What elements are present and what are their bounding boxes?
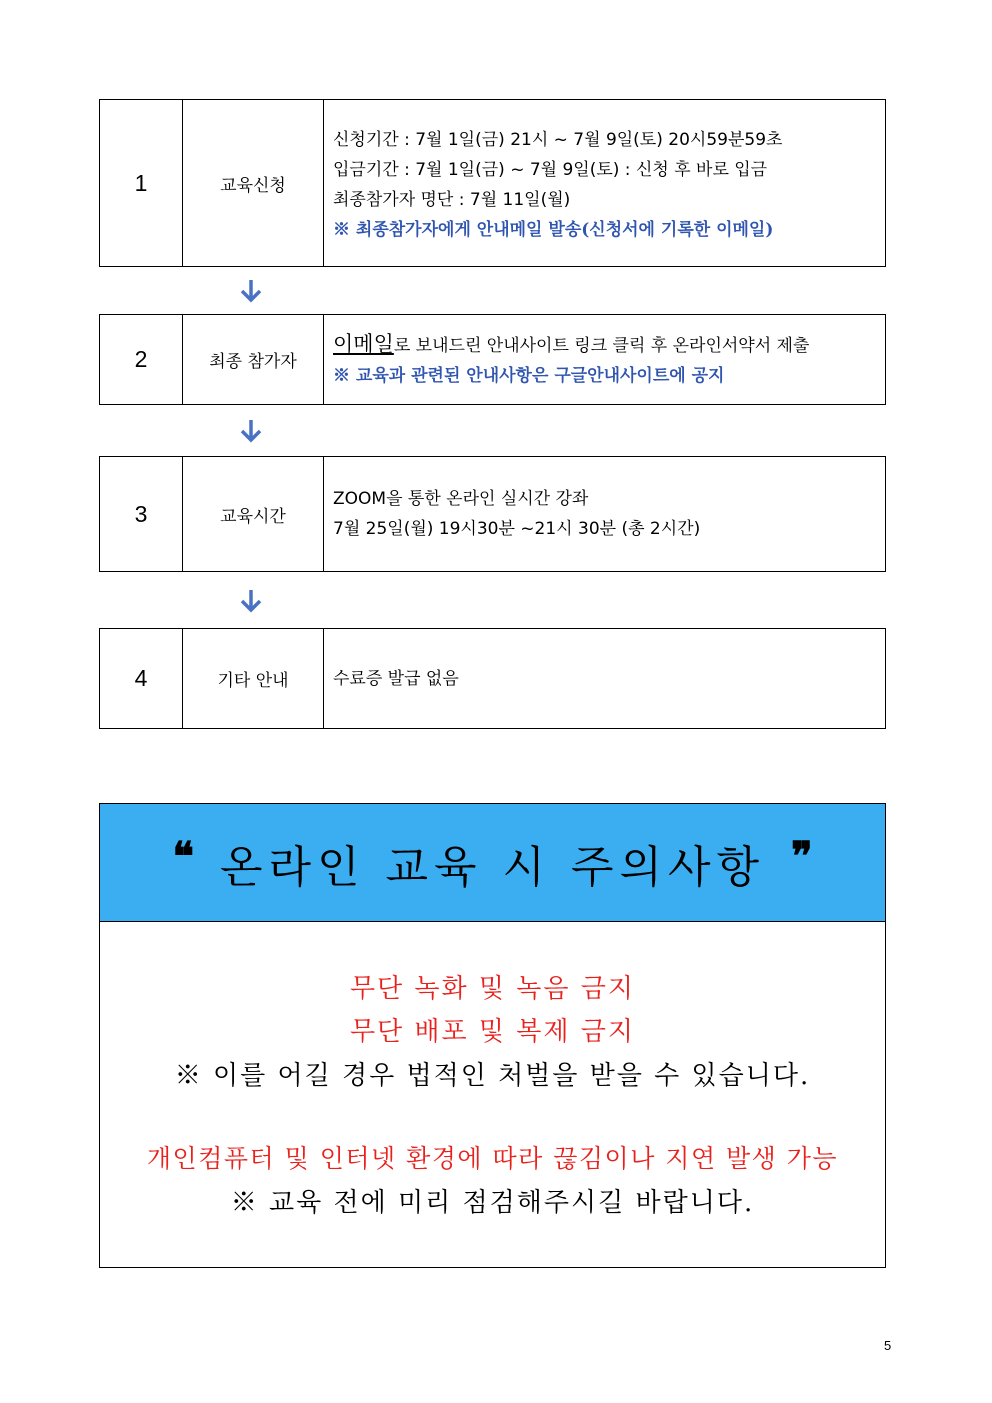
step-number: 4	[100, 629, 183, 728]
step-content	[324, 100, 885, 266]
step-label: 최종 참가자	[183, 315, 324, 404]
notice-warning: ※ 이를 어길 경우 법적인 처벌을 받을 수 있습니다.	[174, 1061, 811, 1091]
notice-title: 온라인 교육 시 주의사항	[220, 841, 765, 893]
notice-box	[99, 803, 886, 1268]
step-line: 7월 25일(월) 19시30분 ~21시 30분 (총 2시간)	[333, 519, 701, 539]
notice-warning: ※ 교육 전에 미리 점검해주시길 바랍니다.	[230, 1188, 755, 1218]
step-label: 기타 안내	[183, 629, 324, 728]
step-label: 교육시간	[183, 457, 324, 571]
step-line-rest: 로 보내드린 안내사이트 링크 클릭 후 온라인서약서 제출	[393, 335, 810, 356]
step-label: 교육신청	[183, 100, 324, 266]
step-note: ※ 최종참가자에게 안내메일 발송(신청서에 기록한 이메일)	[333, 220, 774, 240]
step-number: 1	[100, 100, 183, 266]
step-line: 신청기간 : 7월 1일(금) 21시 ~ 7월 9일(토) 20시59분59초	[333, 130, 783, 150]
step-number: 2	[100, 315, 183, 404]
page-number: 5	[884, 1338, 892, 1353]
step-2-row	[99, 314, 886, 405]
step-number: 3	[100, 457, 183, 571]
arrow-down-icon	[238, 418, 264, 444]
step-line: 최종참가자 명단 : 7월 11일(월)	[333, 190, 571, 210]
notice-red-line: 무단 배포 및 복제 금지	[349, 1017, 636, 1047]
step-3-row	[99, 456, 886, 572]
open-quote-icon: ❝	[172, 833, 194, 880]
step-note: ※ 교육과 관련된 안내사항은 구글안내사이트에 공지	[333, 365, 725, 386]
notice-header	[100, 804, 885, 922]
step-content	[324, 457, 885, 571]
notice-red-line: 개인컴퓨터 및 인터넷 환경에 따라 끊김이나 지연 발생 가능	[146, 1144, 839, 1173]
step-1-row	[99, 99, 886, 267]
arrow-down-icon	[238, 588, 264, 614]
step-content	[324, 315, 885, 404]
close-quote-icon: ❞	[791, 833, 813, 880]
step-line	[333, 329, 885, 361]
notice-red-line: 무단 녹화 및 녹음 금지	[349, 974, 636, 1004]
step-line: 수료증 발급 없음	[333, 668, 459, 689]
step-content	[324, 629, 885, 728]
arrow-down-icon	[238, 278, 264, 304]
step-line: 입금기간 : 7월 1일(금) ~ 7월 9일(토) : 신청 후 바로 입금	[333, 160, 768, 180]
step-4-row	[99, 628, 886, 729]
step-line: ZOOM을 통한 온라인 실시간 강좌	[333, 489, 589, 509]
email-emphasis: 이메일	[333, 331, 394, 356]
